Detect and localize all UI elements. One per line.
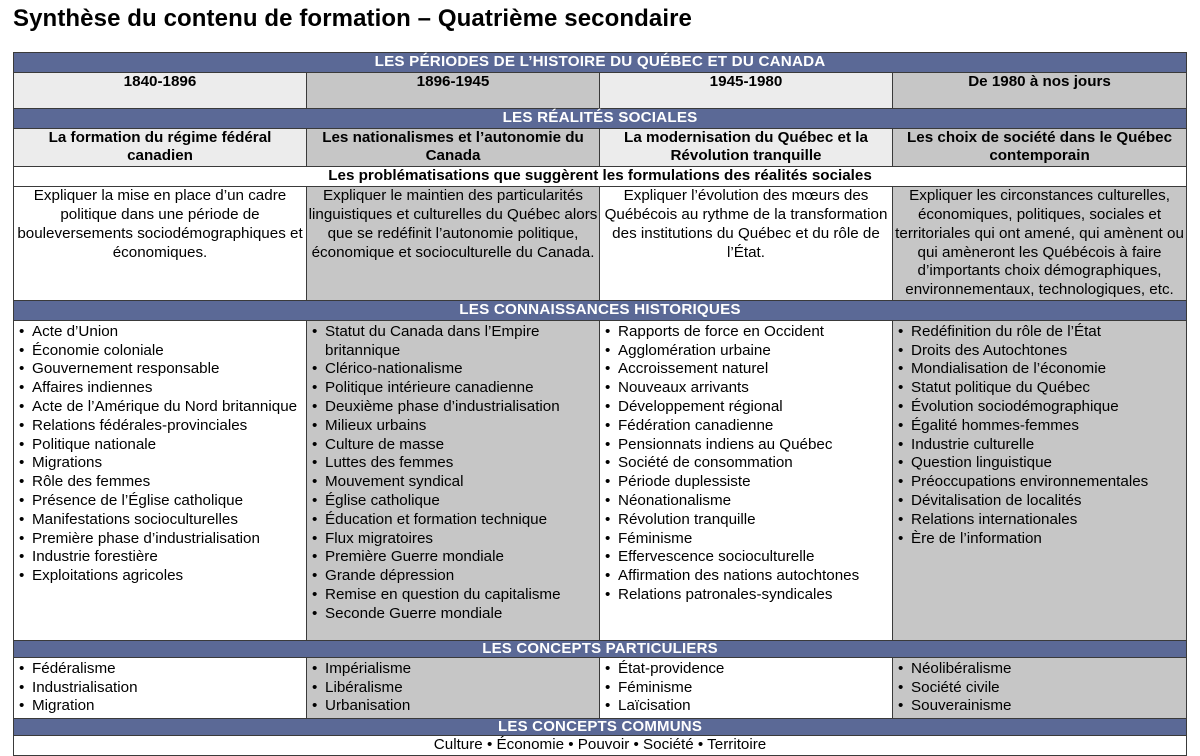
list-item: • Évolution sociodémographique: [897, 398, 1182, 417]
realite-4: Les choix de société dans le Québec contemporain: [893, 128, 1187, 167]
list-item: • Affirmation des nations autochtones: [604, 567, 888, 586]
list-item: • Société de consommation: [604, 454, 888, 473]
period-1: 1840-1896: [14, 72, 307, 108]
period-2: 1896-1945: [307, 72, 600, 108]
list-item: • Accroissement naturel: [604, 360, 888, 379]
list-item: • Rôle des femmes: [18, 473, 302, 492]
problematisations-header: Les problématisations que suggèrent les formulations des réalités sociales: [14, 167, 1187, 187]
list-item: • Urbanisation: [311, 697, 595, 716]
list-item: • Clérico-nationalisme: [311, 360, 595, 379]
list-item: • Laïcisation: [604, 697, 888, 716]
list-item: • Impérialisme: [311, 660, 595, 679]
list-item: • Relations fédérales-provinciales: [18, 417, 302, 436]
problematisation-2: Expliquer le maintien des particularités linguistiques et culturelles du Québec alors que se redéfinit l’autonomie politique, économique et socioculturelle du Canada.: [307, 187, 600, 301]
list-item: • Révolution tranquille: [604, 511, 888, 530]
bullet-list: [14, 321, 306, 588]
bullet-list: [307, 658, 599, 718]
list-item: • Affaires indiennes: [18, 379, 302, 398]
list-item: • Fédéralisme: [18, 660, 302, 679]
list-item: • Néolibéralisme: [897, 660, 1182, 679]
list-item: • Société civile: [897, 679, 1182, 698]
list-item: • Fédération canadienne: [604, 417, 888, 436]
list-item: • Égalité hommes-femmes: [897, 417, 1182, 436]
list-item: • Migrations: [18, 454, 302, 473]
list-item: • Féminisme: [604, 530, 888, 549]
period-3: 1945-1980: [600, 72, 893, 108]
list-item: • Acte de l’Amérique du Nord britannique: [18, 398, 302, 417]
concepts-col-1: [14, 657, 307, 718]
list-item: • Église catholique: [311, 492, 595, 511]
realite-1: La formation du régime fédéral canadien: [14, 128, 307, 167]
connaissances-header: LES CONNAISSANCES HISTORIQUES: [14, 300, 1187, 320]
list-item: • Remise en question du capitalisme: [311, 586, 595, 605]
list-item: • Ère de l’information: [897, 530, 1182, 549]
list-item: • Rapports de force en Occident: [604, 323, 888, 342]
list-item: • Statut politique du Québec: [897, 379, 1182, 398]
list-item: • Statut du Canada dans l’Empire britannique: [311, 323, 595, 361]
connaissances-col-1: [14, 320, 307, 640]
list-item: • Dévitalisation de localités: [897, 492, 1182, 511]
list-item: • Pensionnats indiens au Québec: [604, 436, 888, 455]
page-title: Synthèse du contenu de formation – Quatrième secondaire: [13, 5, 692, 32]
list-item: • Préoccupations environnementales: [897, 473, 1182, 492]
list-item: • Néonationalisme: [604, 492, 888, 511]
realites-header: LES RÉALITÉS SOCIALES: [14, 108, 1187, 128]
list-item: • Effervescence socioculturelle: [604, 548, 888, 567]
list-item: • Exploitations agricoles: [18, 567, 302, 586]
list-item: • Économie coloniale: [18, 342, 302, 361]
list-item: • Présence de l’Église catholique: [18, 492, 302, 511]
list-item: • Deuxième phase d’industrialisation: [311, 398, 595, 417]
list-item: • Luttes des femmes: [311, 454, 595, 473]
list-item: • Manifestations socioculturelles: [18, 511, 302, 530]
connaissances-col-4: [893, 320, 1187, 640]
list-item: • Culture de masse: [311, 436, 595, 455]
problematisation-3: Expliquer l’évolution des mœurs des Québécois au rythme de la transformation des institutions du Québec et du rôle de l’État.: [600, 187, 893, 301]
list-item: • Milieux urbains: [311, 417, 595, 436]
bullet-list: [893, 321, 1186, 551]
list-item: • Relations internationales: [897, 511, 1182, 530]
bullet-list: [600, 321, 892, 607]
list-item: • Libéralisme: [311, 679, 595, 698]
list-item: • Souverainisme: [897, 697, 1182, 716]
concepts-col-4: [893, 657, 1187, 718]
concepts-communs: Culture • Économie • Pouvoir • Société • Territoire: [14, 736, 1187, 756]
list-item: • Industrie culturelle: [897, 436, 1182, 455]
concepts-communs-header: LES CONCEPTS COMMUNS: [14, 719, 1187, 736]
list-item: • Droits des Autochtones: [897, 342, 1182, 361]
list-item: • Nouveaux arrivants: [604, 379, 888, 398]
connaissances-col-3: [600, 320, 893, 640]
bullet-list: [600, 658, 892, 718]
periods-header: LES PÉRIODES DE L’HISTOIRE DU QUÉBEC ET DU CANADA: [14, 53, 1187, 73]
problematisation-4: Expliquer les circonstances culturelles, économiques, politiques, sociales et territoriales qui ont amené, qui amènent ou qui amèneront les Québécois à faire d’importants choix démographiques, environnementaux, technologiques, etc.: [893, 187, 1187, 301]
concepts-col-2: [307, 657, 600, 718]
realite-2: Les nationalismes et l’autonomie du Canada: [307, 128, 600, 167]
list-item: • Politique nationale: [18, 436, 302, 455]
list-item: • Éducation et formation technique: [311, 511, 595, 530]
list-item: • État-providence: [604, 660, 888, 679]
problematisation-1: Expliquer la mise en place d’un cadre politique dans une période de bouleversements sociodémographiques et économiques.: [14, 187, 307, 301]
bullet-list: [307, 321, 599, 626]
list-item: • Industrie forestière: [18, 548, 302, 567]
synthesis-table: [13, 52, 1187, 756]
list-item: • Redéfinition du rôle de l’État: [897, 323, 1182, 342]
list-item: • Grande dépression: [311, 567, 595, 586]
bullet-list: [893, 658, 1186, 718]
list-item: • Gouvernement responsable: [18, 360, 302, 379]
list-item: • Flux migratoires: [311, 530, 595, 549]
list-item: • Migration: [18, 697, 302, 716]
list-item: • Acte d’Union: [18, 323, 302, 342]
list-item: • Politique intérieure canadienne: [311, 379, 595, 398]
connaissances-col-2: [307, 320, 600, 640]
list-item: • Agglomération urbaine: [604, 342, 888, 361]
list-item: • Mouvement syndical: [311, 473, 595, 492]
bullet-list: [14, 658, 306, 718]
concepts-particuliers-header: LES CONCEPTS PARTICULIERS: [14, 640, 1187, 657]
realite-3: La modernisation du Québec et la Révolution tranquille: [600, 128, 893, 167]
list-item: • Seconde Guerre mondiale: [311, 605, 595, 624]
list-item: • Féminisme: [604, 679, 888, 698]
list-item: • Relations patronales-syndicales: [604, 586, 888, 605]
list-item: • Période duplessiste: [604, 473, 888, 492]
list-item: • Industrialisation: [18, 679, 302, 698]
list-item: • Première phase d’industrialisation: [18, 530, 302, 549]
period-4: De 1980 à nos jours: [893, 72, 1187, 108]
list-item: • Question linguistique: [897, 454, 1182, 473]
list-item: • Première Guerre mondiale: [311, 548, 595, 567]
concepts-col-3: [600, 657, 893, 718]
list-item: • Mondialisation de l’économie: [897, 360, 1182, 379]
list-item: • Développement régional: [604, 398, 888, 417]
